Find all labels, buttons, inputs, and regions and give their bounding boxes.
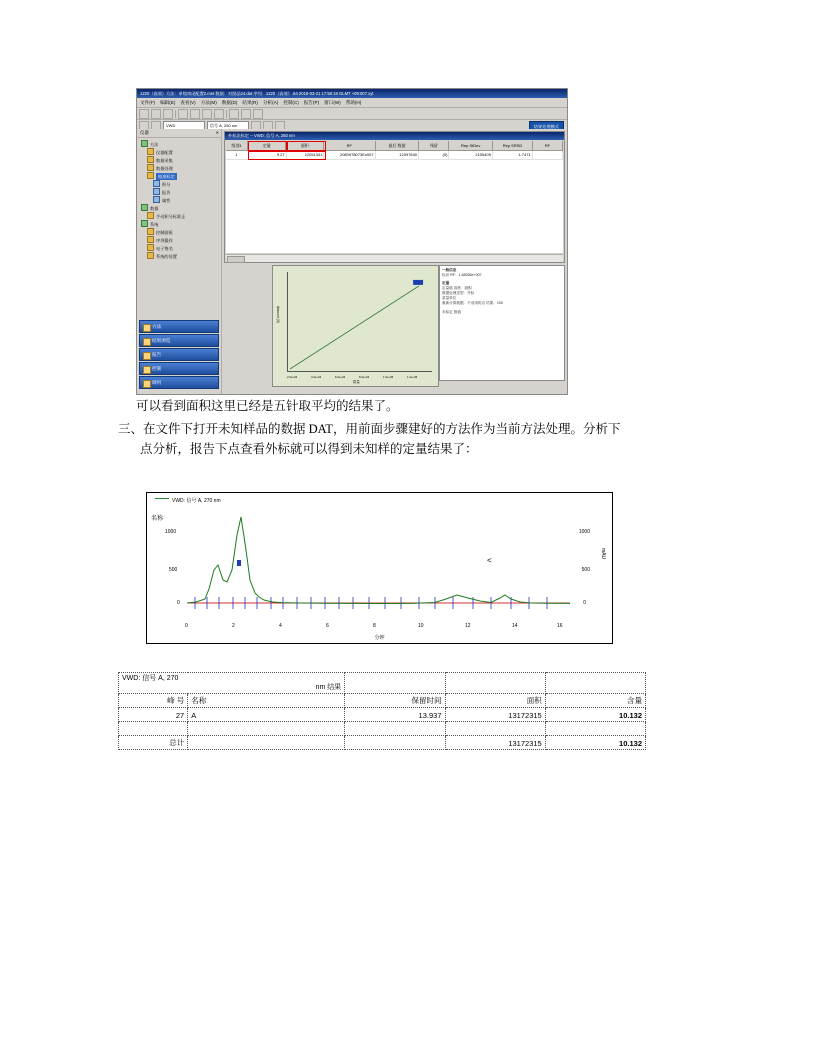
- chromatogram-svg: [187, 505, 570, 617]
- col-rf: RF: [324, 141, 375, 150]
- cell-residual: (0): [419, 151, 449, 159]
- menu-window[interactable]: 窗口(W): [324, 100, 341, 105]
- sidebar-header: [137, 129, 221, 138]
- chrom-ytick-500: 500: [169, 567, 178, 573]
- grid-header-row: [226, 141, 563, 151]
- tree-item-manual-integration[interactable]: [141, 212, 221, 220]
- tree-label: 属性: [162, 198, 171, 203]
- chrom-xtick-0: 0: [185, 623, 188, 629]
- tree-item-sequence-ops[interactable]: [141, 236, 221, 244]
- chrom-ytick-right-0: 0: [583, 600, 586, 606]
- calibration-xtick-1: 2.0e+04: [287, 375, 298, 379]
- tree-label: 数据: [150, 206, 159, 211]
- tree-label: 控制面板: [156, 230, 173, 235]
- info-line-2: 标识 RF：1.68326e+007: [442, 273, 482, 277]
- nav-label: 方法: [152, 324, 162, 329]
- table-header-row: [119, 694, 646, 708]
- toolbar-separator: [175, 110, 176, 118]
- calibration-xtick-2: 4.0e+04: [311, 375, 322, 379]
- header-name: 名称: [188, 694, 345, 708]
- nav-label: 结果浏览: [152, 338, 171, 343]
- header-amount: 含量: [545, 694, 645, 708]
- chromatogram-plot-area: [187, 505, 570, 617]
- cell-last-data: 12097640: [376, 151, 420, 159]
- chrom-xtick-16: 16: [557, 623, 563, 629]
- chromatogram-corner-label: 名称: [151, 516, 164, 522]
- calibration-curve-plot: [287, 272, 432, 372]
- cell-area: 13172315: [445, 708, 545, 722]
- tree-item-system-settings[interactable]: [141, 252, 221, 260]
- caption-blank-2: [445, 673, 545, 694]
- zoom-out-icon[interactable]: [241, 109, 251, 119]
- sidebar: [137, 129, 222, 394]
- save-icon[interactable]: [163, 109, 173, 119]
- caption-blank-3: [545, 673, 645, 694]
- control-icon: [143, 366, 151, 374]
- cell-amount: 10.132: [545, 708, 645, 722]
- scrollbar-thumb[interactable]: [227, 256, 245, 263]
- calibration-xtick-4: 8.0e+04: [359, 375, 370, 379]
- caption-blank-1: [345, 673, 445, 694]
- menu-result[interactable]: 结果(R): [242, 100, 258, 105]
- chrom-xtick-6: 6: [326, 623, 329, 629]
- cell-name: A: [188, 708, 345, 722]
- sidebar-nav-method[interactable]: [139, 320, 219, 333]
- tree-item-integration[interactable]: [141, 180, 221, 188]
- total-area: 13172315: [445, 736, 545, 750]
- tree-item-system[interactable]: [141, 220, 221, 228]
- results-caption: [119, 673, 345, 694]
- menu-control[interactable]: 控制(C): [283, 100, 299, 105]
- menu-data[interactable]: 数据(D): [221, 100, 238, 105]
- chrom-xtick-2: 2: [232, 623, 235, 629]
- chrom-ytick-right-1000: 1000: [578, 529, 590, 535]
- table-row: [119, 708, 646, 722]
- nav-label: 报告: [152, 352, 162, 357]
- tree-item-data-processing[interactable]: [141, 164, 221, 172]
- calibration-info-panel: [439, 265, 565, 381]
- cell-area: 12051341: [287, 151, 325, 159]
- window-title-bar: 1220（高效）方法：单级串闭配置2.met 数据：对照品24.dat 序列：1220（高效）.64 2018-03-21 17:56:18 GLMT +09:007.xyt: [137, 89, 567, 98]
- total-blank-1: [188, 736, 345, 750]
- col-last-data: 最后 数据: [376, 141, 420, 150]
- sidebar-nav-control[interactable]: [139, 362, 219, 375]
- sidebar-nav-report[interactable]: [139, 348, 219, 361]
- table-caption-row: [119, 673, 646, 694]
- tree-label: 仪器配置: [156, 150, 173, 155]
- result-mode-button[interactable]: 结果处理模式: [529, 121, 564, 132]
- chrom-xtick-4: 4: [279, 623, 282, 629]
- legend-swatch-icon: [155, 498, 169, 499]
- total-label: 总计: [119, 736, 188, 750]
- menu-edit[interactable]: 编辑(E): [160, 100, 176, 105]
- tree-label: 系统的设置: [156, 254, 177, 259]
- close-icon[interactable]: ✕: [215, 130, 219, 135]
- col-rep-srsd: Rep SRSD: [493, 141, 533, 150]
- tree-label: 电子签名: [156, 246, 173, 251]
- sidebar-nav-recall[interactable]: [139, 376, 219, 389]
- menu-method[interactable]: 方法(M): [200, 100, 217, 105]
- cell-rep-srsd: 1.7471: [493, 151, 533, 159]
- caption-line-1: VWD: 信号 A, 270: [122, 675, 179, 682]
- calibration-curve-window: [272, 265, 439, 387]
- window-body: [137, 129, 567, 394]
- header-peak: 峰 号: [119, 694, 188, 708]
- browser-icon: [143, 338, 151, 346]
- caption-paragraph: 可以看到面积这里已经是五针取平均的结果了。: [136, 399, 399, 413]
- primary-toolbar[interactable]: [137, 108, 567, 120]
- spacer-cell-5: [545, 722, 645, 736]
- step-line-2: 点分析，报告下点查看外标就可以得到未知样的定量结果了：: [140, 442, 478, 456]
- calibration-window-title: 外标法标定 -- VWD: 信号 A, 250 nm: [225, 132, 564, 140]
- cut-icon[interactable]: [190, 109, 200, 119]
- info-line-6: 质量单位: [442, 296, 457, 300]
- col-rep-stdev: Rep StDev: [449, 141, 493, 150]
- calibration-xtick-3: 6.0e+04: [335, 375, 346, 379]
- total-amount: 10.132: [545, 736, 645, 750]
- tree-label: 序列操作: [156, 238, 173, 243]
- method-icon: [143, 324, 151, 332]
- chrom-xtick-8: 8: [373, 623, 376, 629]
- main-panel: [222, 129, 567, 394]
- chrom-xtick-10: 10: [418, 623, 424, 629]
- calibration-window: [224, 131, 565, 263]
- results-table: [118, 672, 646, 750]
- menu-bar[interactable]: [137, 98, 567, 108]
- col-level: 级别1: [226, 141, 248, 150]
- tree-label: 报告: [162, 190, 171, 195]
- chrom-ytick-0: 0: [177, 600, 180, 606]
- header-area: 面积: [445, 694, 545, 708]
- integrate-icon[interactable]: [253, 109, 263, 119]
- tree-item-acquisition[interactable]: [141, 156, 221, 164]
- menu-view[interactable]: 查看(V): [180, 100, 196, 105]
- tree-label: 手动积分标准正: [156, 214, 186, 219]
- recall-icon: [143, 380, 151, 388]
- chemstation-screenshot: [136, 88, 568, 395]
- signal-select[interactable]: 信号 A, 250 nm: [207, 121, 249, 131]
- report-icon: [143, 352, 151, 360]
- col-rf2: RF: [533, 141, 563, 150]
- cell-rf: 2080978073Ex007: [324, 151, 375, 159]
- tree-item-instrument-config[interactable]: [141, 148, 221, 156]
- tree-item-properties[interactable]: [141, 196, 221, 204]
- tree-label-selected: 校准标定: [158, 174, 175, 179]
- chrom-xtick-14: 14: [512, 623, 518, 629]
- tree-item-e-signature[interactable]: [141, 244, 221, 252]
- table-total-row: [119, 736, 646, 750]
- menu-file[interactable]: 文件(F): [140, 100, 156, 105]
- step-line-1: 在文件下打开未知样品的数据 DAT，用前面步骤建好的方法作为当前方法处理。分析下: [143, 422, 621, 436]
- chrom-x-axis-title: 分钟: [374, 635, 385, 641]
- detector-select[interactable]: VWD: [163, 121, 205, 131]
- nav-label: 调用: [152, 380, 162, 385]
- chrom-ytick-1000: 1000: [165, 529, 177, 535]
- total-blank-2: [345, 736, 445, 750]
- info-line-3: 定量: [442, 281, 450, 285]
- print-icon[interactable]: [178, 109, 188, 119]
- cell-peak: 27: [119, 708, 188, 722]
- tree-item-calibration[interactable]: [141, 172, 221, 180]
- legend-label: VWD: 信号 A, 270 nm: [172, 498, 221, 504]
- sidebar-title: 仪器: [140, 130, 149, 135]
- nav-label: 控制: [152, 366, 162, 371]
- info-line-1: 一般信息: [442, 268, 457, 272]
- chromatogram-legend: [155, 497, 221, 504]
- calibration-curve-line: [288, 272, 432, 371]
- tree-item-method[interactable]: [141, 140, 221, 148]
- col-residual: 残留: [419, 141, 449, 150]
- tree-item-report[interactable]: [141, 188, 221, 196]
- chrom-right-axis-label: mAU: [600, 548, 606, 560]
- calibration-x-axis-label: 数量: [353, 380, 360, 384]
- menu-analysis[interactable]: 分析(A): [262, 100, 279, 105]
- tree-label: 方法: [150, 142, 159, 147]
- cell-rep-stdev: 2105409: [449, 151, 493, 159]
- info-line-5: 数据处理类型：外标: [442, 291, 475, 295]
- calibration-grid[interactable]: [226, 141, 563, 253]
- calibration-xtick-6: 1.2e+05: [407, 375, 418, 379]
- tree-item-control-panel[interactable]: [141, 228, 221, 236]
- toolbar-separator-2: [226, 110, 227, 118]
- table-spacer-row: [119, 722, 646, 736]
- tree-label: 系统: [150, 222, 159, 227]
- svg-text:<: <: [487, 556, 492, 565]
- chrom-xtick-12: 12: [465, 623, 471, 629]
- cell-level: 1: [226, 151, 249, 159]
- paste-icon[interactable]: [214, 109, 224, 119]
- chromatogram-figure: [146, 492, 613, 644]
- sidebar-nav-result-browser[interactable]: [139, 334, 219, 347]
- info-line-4: 定量值 高度：面积: [442, 286, 472, 290]
- header-rt: 保留时间: [345, 694, 445, 708]
- calibration-xtick-5: 1.0e+05: [383, 375, 394, 379]
- info-line-7: 重新计算数据：不适用的点 结果：100: [442, 301, 503, 305]
- col-amount: 定量: [248, 141, 286, 150]
- tree-item-data[interactable]: [141, 204, 221, 212]
- open-icon[interactable]: [151, 109, 161, 119]
- spacer-cell-4: [445, 722, 545, 736]
- spacer-cell-2: [188, 722, 345, 736]
- col-area: 面积: [286, 141, 324, 150]
- cell-rf2: [533, 151, 563, 159]
- calibration-y-axis-label: Amount (X): [276, 306, 280, 324]
- tree-label: 数据处理: [156, 166, 173, 171]
- info-line-8: 未标定 数值: [442, 310, 461, 314]
- table-row[interactable]: [226, 151, 563, 160]
- new-icon[interactable]: [139, 109, 149, 119]
- sidebar-nav-buttons[interactable]: [137, 319, 221, 390]
- tree-label: 积分: [162, 182, 171, 187]
- navigation-tree[interactable]: [137, 138, 221, 260]
- caption-line-2: nm 结果: [315, 684, 342, 691]
- cell-rt: 13.937: [345, 708, 445, 722]
- step-three-paragraph: [118, 419, 738, 459]
- chrom-ytick-right-500: 500: [581, 567, 590, 573]
- menu-help[interactable]: 帮助(H): [345, 100, 362, 105]
- step-number: 三、: [118, 422, 144, 436]
- spacer-cell-3: [345, 722, 445, 736]
- menu-report[interactable]: 报告(P): [303, 100, 320, 105]
- spacer-cell-1: [119, 722, 188, 736]
- cell-amount: 9.27: [249, 151, 287, 159]
- zoom-in-icon[interactable]: [229, 109, 239, 119]
- tree-label: 数据采集: [156, 158, 173, 163]
- copy-icon[interactable]: [202, 109, 212, 119]
- horizontal-scrollbar[interactable]: [226, 254, 563, 262]
